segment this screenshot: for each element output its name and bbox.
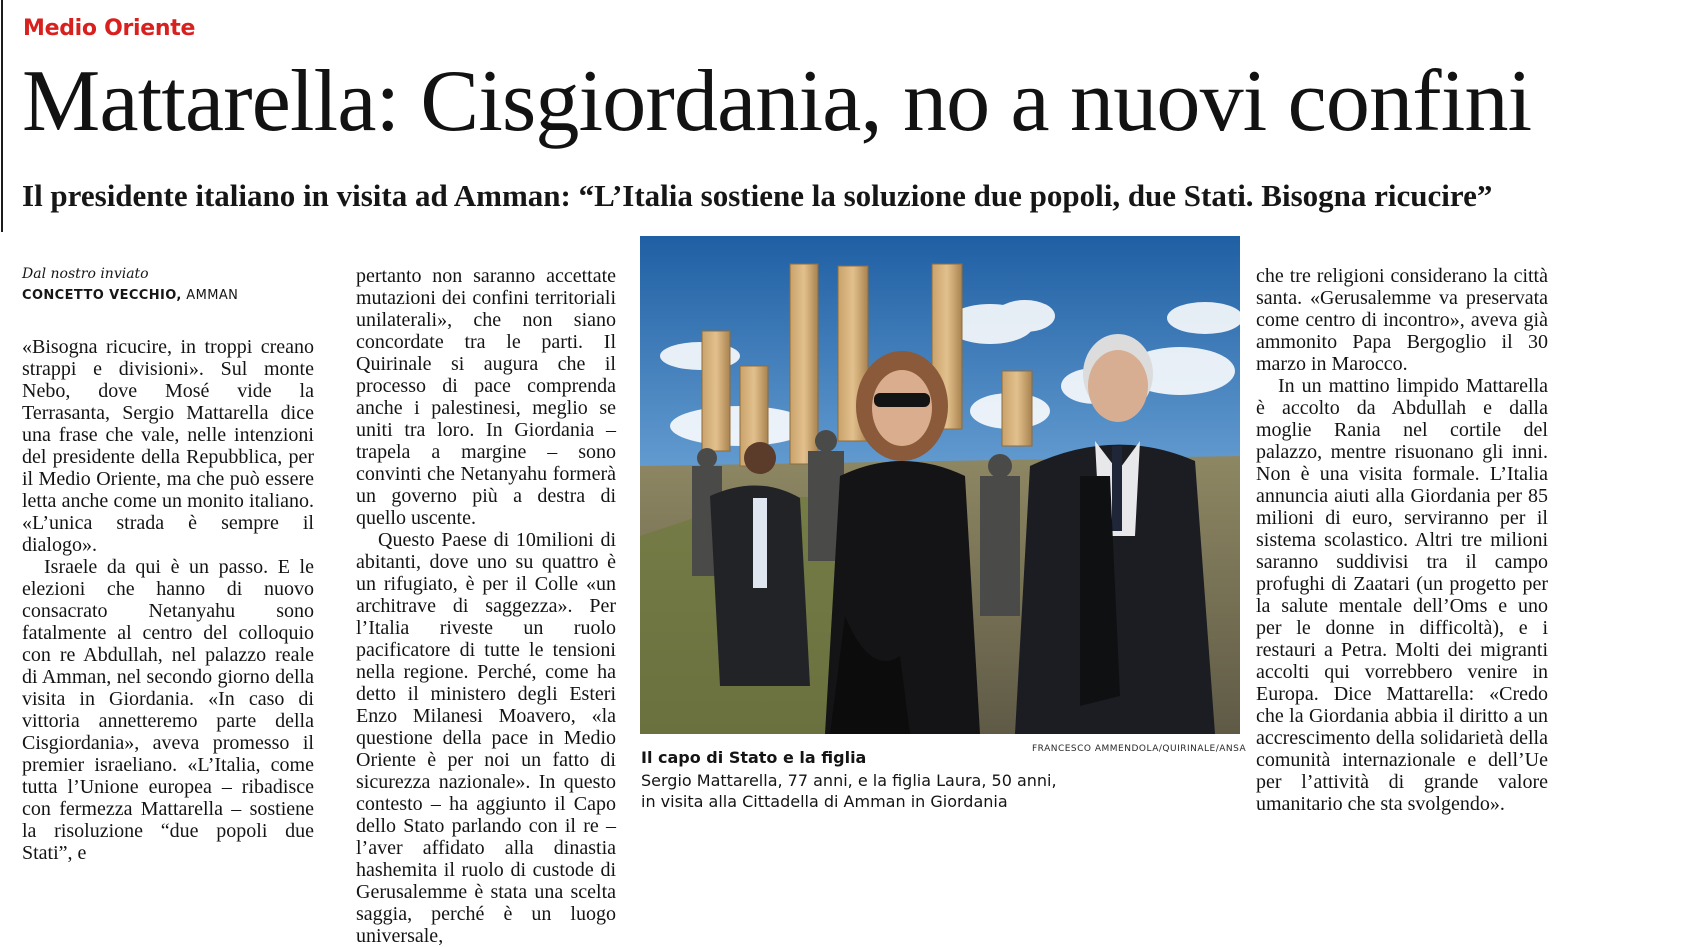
- dateline-location: AMMAN: [186, 288, 239, 303]
- correspondent-label: Dal nostro inviato: [22, 266, 149, 282]
- article-column-3: [1256, 265, 1548, 815]
- photo-caption: [641, 770, 1241, 812]
- subheadline: Il presidente italiano in visita ad Amman: “L’Italia sostiene la soluzione due popoli, due Stati. Bisogna ricucire”: [22, 178, 1493, 213]
- author-line: [22, 286, 312, 306]
- photo-credit: FRANCESCO AMMENDOLA/QUIRINALE/ANSA: [1032, 744, 1247, 754]
- photo-caption-line: in visita alla Cittadella di Amman in Giordania: [641, 792, 1008, 811]
- news-photo: [640, 236, 1240, 734]
- article-column-2: [356, 265, 616, 947]
- left-vertical-rule: [1, 0, 3, 232]
- article-column-1: [22, 336, 314, 864]
- author-name: CONCETTO VECCHIO,: [22, 288, 182, 303]
- section-label: Medio Oriente: [23, 16, 196, 41]
- article-paragraph: In un mattino limpido Mattarella è accolto da Abdullah e dalla moglie Rania nel cortile del palazzo, mentre risuonano gli inni. Non è una visita formale. L’Italia annuncia aiuti alla Giordania per 85 milioni di euro, serviranno per il sistema scolastico. Altri tre milioni saranno suddivisi tra il campo profughi di Zaatari (un progetto per la salute mentale dell’Oms e uno per le donne in difficoltà), e i restauri a Petra. Molti dei migranti accolti qui vorrebbero venire in Europa. Dice Mattarella: «Credo che la Giordania abbia il diritto a un accrescimento della solidarietà della comunità internazionale e dell’Ue per l’attività di grande valore umanitario che sta svolgendo».: [1256, 375, 1548, 815]
- byline: [22, 264, 312, 306]
- article-paragraph: Israele da qui è un passo. E le elezioni che hanno di nuovo consacrato Netanyahu sono fatalmente al centro del colloquio con re Abdullah, nel palazzo reale di Amman, nel secondo giorno della visita in Giordania. «In caso di vittoria annetteremo parte della Cisgiordania», aveva promesso il premier israeliano. «L’Italia, come tutta l’Unione europea – ribadisce con fermezza Mattarella – sostiene la risoluzione “due popoli due Stati”, e: [22, 556, 314, 864]
- article-paragraph: «Bisogna ricucire, in troppi creano strappi e divisioni». Sul monte Nebo, dove Mosé vide la Terrasanta, Sergio Mattarella dice una frase che vale, nelle intenzioni del presidente della Repubblica, per il Medio Oriente, ma che può essere letta anche come un monito italiano. «L’unica strada è sempre il dialogo».: [22, 336, 314, 556]
- article-paragraph: Questo Paese di 10milioni di abitanti, dove uno su quattro è un rifugiato, è per il Colle «un architrave di saggezza». Per l’Italia riveste un ruolo pacificatore di tutte le tensioni nella regione. Perché, come ha detto il ministero degli Esteri Enzo Milanesi Moavero, «la questione della pace in Medio Oriente è per noi un fatto di sicurezza nazionale». In questo contesto – ha aggiunto il Capo dello Stato parlando con il re – l’aver affidato alla dinastia hashemita il ruolo di custode di Gerusalemme è stata una scelta saggia, perché è un luogo universale,: [356, 529, 616, 947]
- article-paragraph: pertanto non saranno accettate mutazioni dei confini territoriali unilaterali», che non siano concordate tra le parti. Il Quirinale si augura che il processo di pace comprenda anche i palestinesi, meglio se uniti tra loro. In Giordania – trapela a margine – sono convinti che Netanyahu formerà un governo più a destra di quello uscente.: [356, 265, 616, 529]
- headline: Mattarella: Cisgiordania, no a nuovi confini: [22, 53, 1532, 150]
- article-paragraph: che tre religioni considerano la città santa. «Gerusalemme va preservata come centro di incontro», aveva già ammonito Papa Bergoglio il 30 marzo in Marocco.: [1256, 265, 1548, 375]
- photo-caption-line: Sergio Mattarella, 77 anni, e la figlia Laura, 50 anni,: [641, 771, 1057, 790]
- photo-caption-title: Il capo di Stato e la figlia: [641, 748, 867, 767]
